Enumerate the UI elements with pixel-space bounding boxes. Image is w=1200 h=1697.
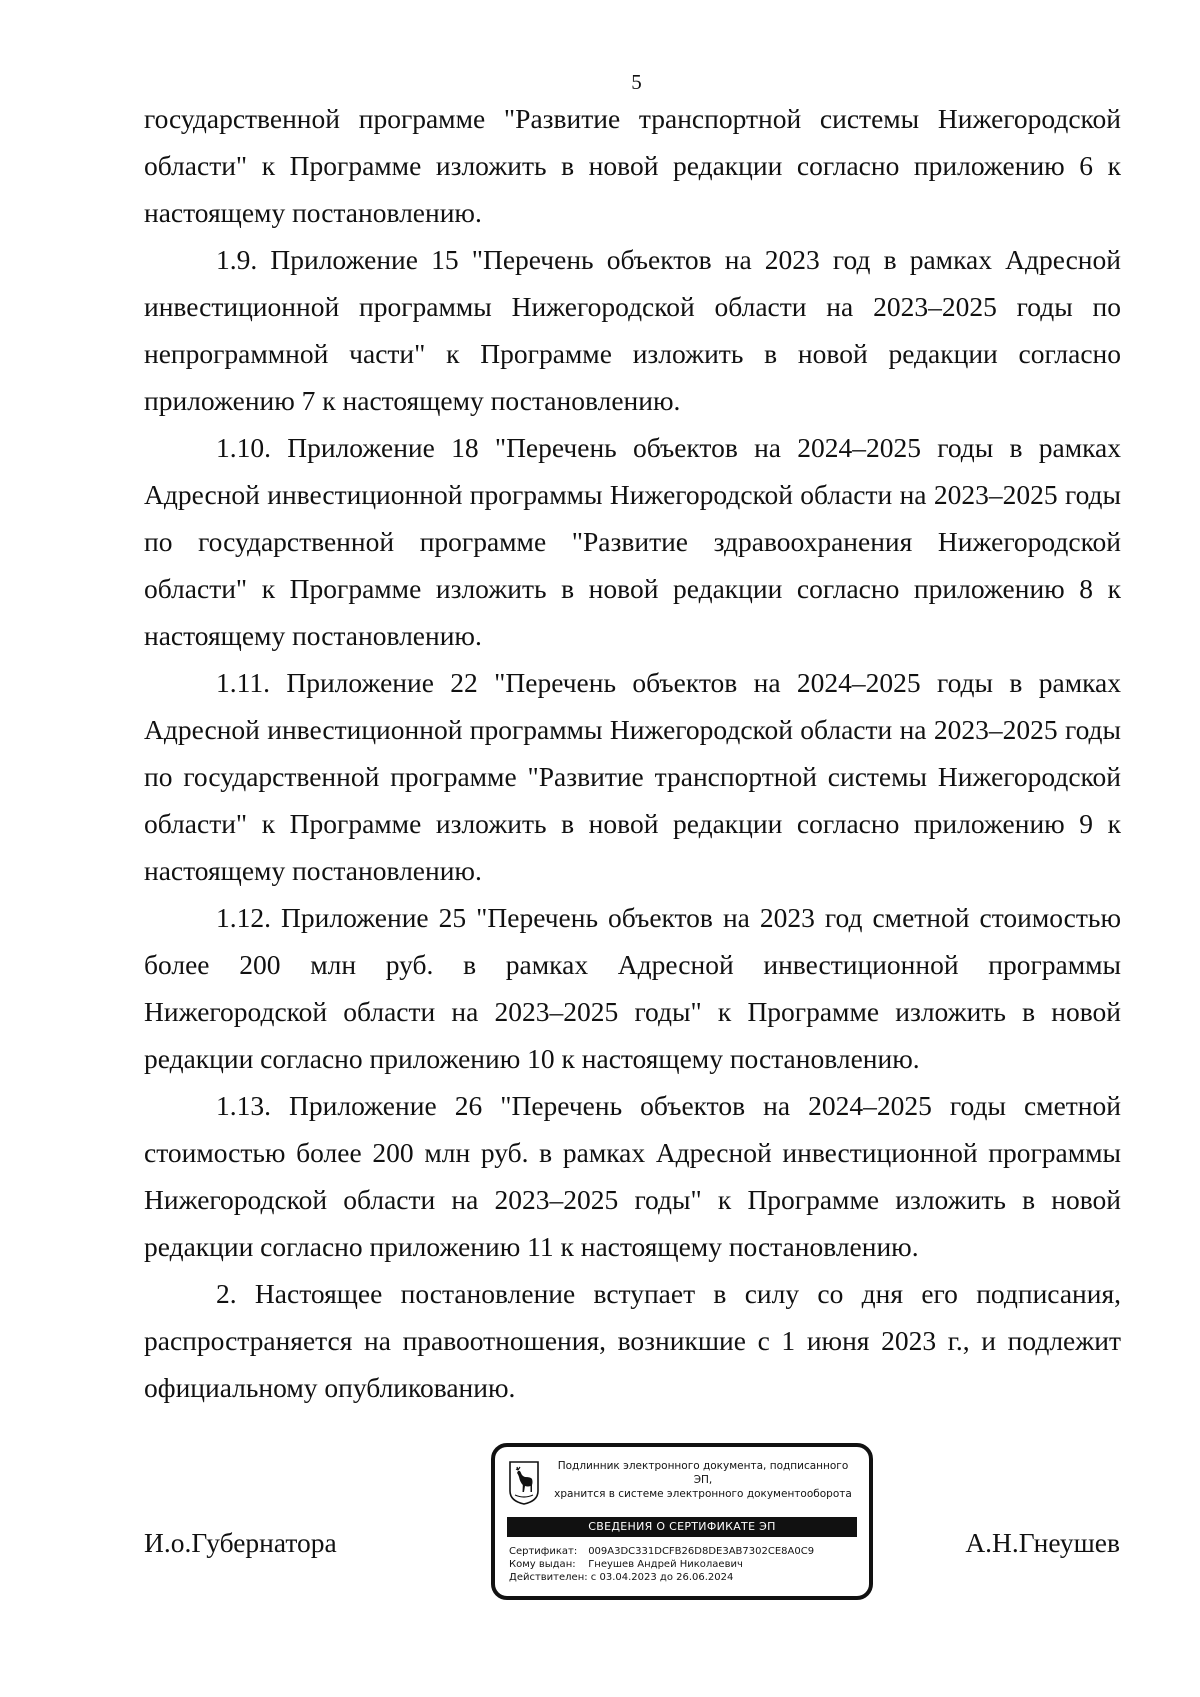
- page-number: 5: [631, 70, 642, 94]
- valid-label: Действителен:: [509, 1572, 588, 1583]
- certificate-label: Сертификат:: [509, 1546, 578, 1557]
- deer-emblem-icon: [509, 1461, 539, 1505]
- paragraph-1-10: 1.10. Приложение 18 "Перечень объектов на 2024–2025 годы в рамках Адресной инвестиционной программы Нижегородской области на 2023–2025 годы по государственной программе "Развитие здравоохранения Нижегородской области" к Программе изложить в новой редакции согласно приложению 8 к настоящему постановлению.: [144, 432, 1121, 651]
- paragraph-1-12: 1.12. Приложение 25 "Перечень объектов на 2023 год сметной стоимостью более 200 млн руб. в рамках Адресной инвестиционной программы Нижегородской области на 2023–2025 годы" к Программе изложить в новой редакции согласно приложению 10 к настоящему постановлению.: [144, 902, 1121, 1074]
- paragraph-1-11: 1.11. Приложение 22 "Перечень объектов на 2024–2025 годы в рамках Адресной инвестиционной программы Нижегородской области на 2023–2025 годы по государственной программе "Развитие транспортной системы Нижегородской области" к Программе изложить в новой редакции согласно приложению 9 к настоящему постановлению.: [144, 667, 1121, 886]
- certificate-info-bar: СВЕДЕНИЯ О СЕРТИФИКАТЕ ЭП: [507, 1517, 857, 1537]
- valid-value: с 03.04.2023 до 26.06.2024: [590, 1572, 734, 1583]
- paragraph-1-13: 1.13. Приложение 26 "Перечень объектов на 2024–2025 годы сметной стоимостью более 200 млн руб. в рамках Адресной инвестиционной программы Нижегородской области на 2023–2025 годы" к Программе изложить в новой редакции согласно приложению 11 к настоящему постановлению.: [144, 1090, 1121, 1262]
- certificate-details: [509, 1545, 859, 1584]
- issued-to-row: [509, 1558, 859, 1571]
- document-body: [144, 95, 1121, 1411]
- stamp-header-line-1: Подлинник электронного документа, подписанного ЭП,: [557, 1460, 849, 1486]
- signer-name: А.Н.Гнеушев: [965, 1527, 1120, 1558]
- valid-row: [509, 1571, 859, 1584]
- electronic-signature-stamp: [491, 1443, 873, 1600]
- stamp-header: [553, 1459, 853, 1501]
- issued-to-value: Гнеушев Андрей Николаевич: [588, 1559, 743, 1570]
- issued-to-label: Кому выдан:: [509, 1559, 576, 1570]
- signer-title: И.о.Губернатора: [144, 1527, 337, 1558]
- stamp-header-line-2: хранится в системе электронного документооборота: [554, 1488, 852, 1500]
- paragraph-continuation: государственной программе "Развитие транспортной системы Нижегородской области" к Программе изложить в новой редакции согласно приложению 6 к настоящему постановлению.: [144, 103, 1121, 228]
- paragraph-1-9: 1.9. Приложение 15 "Перечень объектов на 2023 год в рамках Адресной инвестиционной программы Нижегородской области на 2023–2025 годы по непрограммной части" к Программе изложить в новой редакции согласно приложению 7 к настоящему постановлению.: [144, 244, 1121, 416]
- paragraph-2: 2. Настоящее постановление вступает в силу со дня его подписания, распространяется на правоотношения, возникшие с 1 июня 2023 г., и подлежит официальному опубликованию.: [144, 1278, 1121, 1403]
- certificate-value: 009A3DC331DCFB26D8DE3AB7302CE8A0C9: [588, 1546, 815, 1557]
- certificate-row: [509, 1545, 859, 1558]
